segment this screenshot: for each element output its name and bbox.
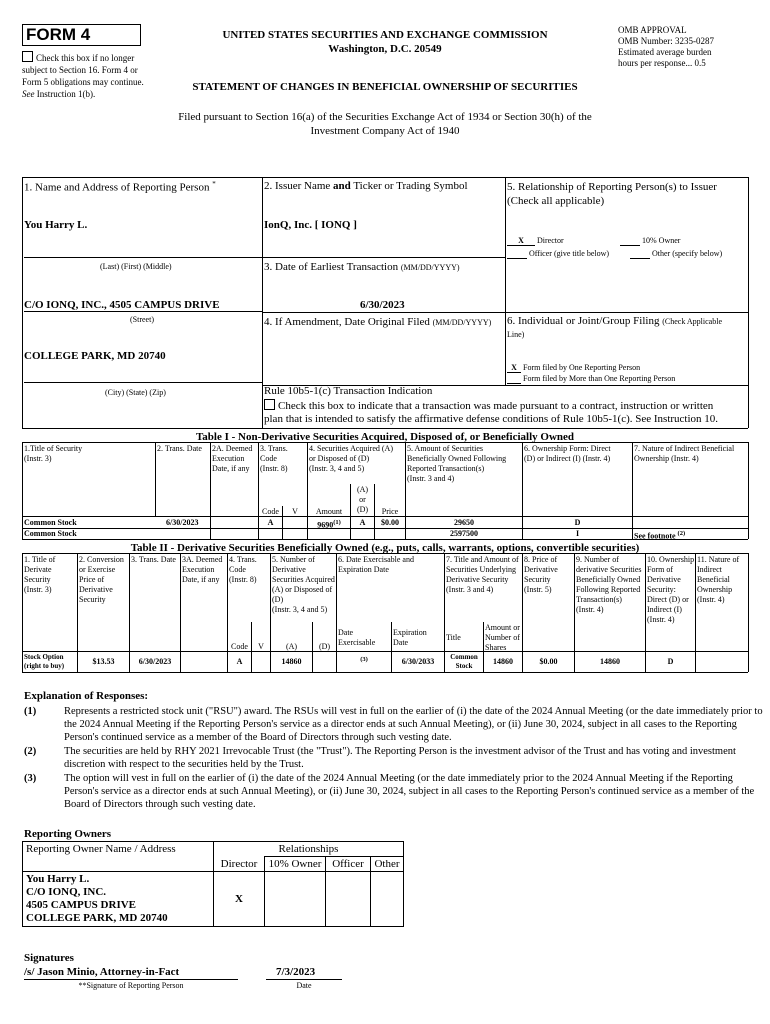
t2-h11: 11. Nature of Indirect Beneficial Ownership (Instr. 4) xyxy=(697,555,740,604)
rule-checkbox[interactable] xyxy=(264,399,275,410)
agency-city: Washington, D.C. 20549 xyxy=(328,43,442,55)
t2-vl2 xyxy=(129,553,130,672)
table2-top xyxy=(22,553,748,554)
t2-sub-d: (D) xyxy=(318,642,331,651)
officer-check[interactable] xyxy=(507,250,527,259)
section16-text: Check this box if no longer subject to Section 16. Form 4 or Form 5 obligations may continue. xyxy=(22,53,144,87)
name-underline xyxy=(24,257,262,258)
owners-col-owner10: 10% Owner xyxy=(265,857,326,872)
t2-sub-expiration: Expiration Date xyxy=(393,628,427,647)
t1-r2-owned: 2597500 xyxy=(450,529,478,538)
owner10-check[interactable] xyxy=(620,237,640,246)
t1-r1-ad: A xyxy=(359,518,366,527)
t1-r2-nature: See footnote $^{(2)}$ xyxy=(634,530,686,541)
t2-sub-exercisable: Date Exercisable xyxy=(338,628,376,647)
owner10-option: 10% Owner xyxy=(620,236,680,246)
t1-sub-aord: (A) or (D) xyxy=(356,485,369,514)
t2-r1-under-amount: 14860 xyxy=(493,657,513,666)
t1-sub-amount: Amount xyxy=(315,507,343,516)
t2-vl5 xyxy=(270,553,271,672)
officer-option: Officer (give title below) xyxy=(507,249,609,259)
owners-table xyxy=(22,841,404,927)
t2-r1-under-title: Common Stock xyxy=(450,653,478,670)
omb-box xyxy=(618,25,763,69)
t2-header-bottom xyxy=(22,651,748,652)
t2-h10: 10. Ownership Form of Derivative Security: Direct (D) or Indirect (I) (Instr. 4) xyxy=(647,555,695,624)
form-title: FORM 4 xyxy=(22,24,141,46)
t1-h6: 6. Ownership Form: Direct (D) or Indirect (I) (Instr. 4) xyxy=(524,444,611,463)
t2-h2: 2. Conversion or Exercise Price of Derivative Security xyxy=(79,555,124,604)
rule-text: Check this box to indicate that a transaction was made pursuant to a contract, instruction or written plan that is intended to satisfy the affirmative defense conditions of Rule 10b5-1(c). See Instruction 10. xyxy=(264,400,719,425)
section16-checkbox[interactable] xyxy=(22,51,33,62)
boxes-left-border xyxy=(22,177,23,428)
reporting-person-name: You Harry L. xyxy=(24,219,88,231)
omb-burden: Estimated average burden xyxy=(618,47,712,57)
section16-see: See xyxy=(22,89,35,99)
omb-title: OMB APPROVAL xyxy=(618,25,687,35)
owners-row-officer xyxy=(326,872,371,927)
explanation-title: Explanation of Responses: xyxy=(24,690,149,702)
owners-row-address: You Harry L. C/O IONQ, INC. 4505 CAMPUS DRIVE COLLEGE PARK, MD 20740 xyxy=(23,872,214,927)
reporting-person-street: C/O IONQ, INC., 4505 CAMPUS DRIVE xyxy=(24,299,220,311)
t1-sub-v: V xyxy=(292,507,298,516)
t2-h8: 8. Price of Derivative Security (Instr. 5) xyxy=(524,555,558,594)
agency-title: UNITED STATES SECURITIES AND EXCHANGE COMMISSION xyxy=(222,29,548,41)
t1-vl7 xyxy=(632,442,633,539)
owners-col-name: Reporting Owner Name / Address xyxy=(23,842,214,872)
t1-h4: 4. Securities Acquired (A) or Disposed of (D) (Instr. 3, 4 and 5) xyxy=(309,444,393,473)
t2-vl4 xyxy=(227,553,228,672)
owners-title: Reporting Owners xyxy=(24,828,112,840)
t2-sub-v: V xyxy=(258,642,264,651)
owners-col-rel: Relationships xyxy=(214,842,404,857)
t1-r1-amount: 9690$^{(1)}$ xyxy=(317,519,341,530)
t2-vl0 xyxy=(22,553,23,672)
name-parts-label: (Last) (First) (Middle) xyxy=(100,262,172,271)
box4-label: 4. If Amendment, Date Original Filed (MM/DD/YYYY) xyxy=(264,316,492,328)
t1-r1-date: 6/30/2023 xyxy=(166,518,199,527)
t2-h5: 5. Number of Derivative Securities Acquired (A) or Disposed of (D) (Instr. 3, 4 and 5) xyxy=(272,555,335,614)
signature-date: 7/3/2023 xyxy=(276,966,316,978)
t2-r1-price: $13.53 xyxy=(92,657,115,666)
rule-title: Rule 10b5-1(c) Transaction Indication xyxy=(264,385,433,397)
t2-vl12 xyxy=(748,553,749,672)
box1-label: 1. Name and Address of Reporting Person * xyxy=(24,180,216,194)
filed-line-1: Filed pursuant to Section 16(a) of the Securities Exchange Act of 1934 or Section 30(h) of the xyxy=(178,111,592,123)
filing-more-check[interactable] xyxy=(507,375,521,384)
t1-r1-owned: 29650 xyxy=(454,518,474,527)
t1-h7: 7. Nature of Indirect Beneficial Ownership (Instr. 4) xyxy=(634,444,735,463)
signatures-title: Signatures xyxy=(24,952,74,964)
boxes-top-border xyxy=(22,177,748,178)
t2-sub-code: Code xyxy=(231,642,248,651)
t2-r1-a: 14860 xyxy=(281,657,302,666)
t2-vl9 xyxy=(574,553,575,672)
t2-vl10 xyxy=(645,553,646,672)
box6-label: 6. Individual or Joint/Group Filing (Check Applicable Line) xyxy=(507,315,722,339)
t1-vl2 xyxy=(210,442,211,539)
t2-sub-a: (A) xyxy=(285,642,298,651)
t2-r1-form: D xyxy=(667,657,674,666)
box2-label: 2. Issuer Name and Ticker or Trading Symbol xyxy=(264,180,468,192)
owners-row-other xyxy=(371,872,404,927)
t1-r1-code: A xyxy=(267,518,274,527)
t1-h2: 2. Trans. Date xyxy=(157,444,202,453)
boxes-bottom-border xyxy=(22,428,748,429)
omb-number: OMB Number: 3235-0287 xyxy=(618,36,714,46)
box3-bottom xyxy=(262,312,748,313)
t2-vl8 xyxy=(522,553,523,672)
t1-r1-price: $0.00 xyxy=(381,518,399,527)
other-option: Other (specify below) xyxy=(630,249,722,259)
t2-vl3 xyxy=(180,553,181,672)
filing-more-option: Form filed by More than One Reporting Person xyxy=(507,374,675,384)
boxes-right-border xyxy=(748,177,749,428)
owners-col-other: Other xyxy=(371,857,404,872)
table1-top xyxy=(22,442,748,443)
t2-sub-title: Title xyxy=(446,633,461,642)
t1-h2a: 2A. Deemed Execution Date, if any xyxy=(212,444,253,473)
t2-h3a: 3A. Deemed Execution Date, if any xyxy=(182,555,223,584)
t2-sub-amount: Amount or Number of Shares xyxy=(485,623,520,652)
box5-label: 5. Relationship of Reporting Person(s) to Issuer (Check all applicable) xyxy=(507,181,717,207)
t2-h9: 9. Number of derivative Securities Beneficially Owned Following Reported Transaction(s) (Instr. 4) xyxy=(576,555,642,614)
date-label: Date xyxy=(296,981,312,990)
t2-r1-expiration: 6/30/2033 xyxy=(401,657,435,666)
owners-row-director: X xyxy=(214,872,265,927)
t1-sub-code: Code xyxy=(262,507,279,516)
box3-label: 3. Date of Earliest Transaction (MM/DD/YYYY) xyxy=(264,261,460,273)
street-underline xyxy=(24,311,262,312)
t1-vl1 xyxy=(155,442,156,516)
t1-h1: 1.Title of Security (Instr. 3) xyxy=(24,444,83,463)
other-check[interactable] xyxy=(630,250,650,259)
earliest-transaction-date: 6/30/2023 xyxy=(360,299,405,311)
t2-row-bottom xyxy=(22,672,748,673)
t1-vl0 xyxy=(22,442,23,539)
omb-hours: hours per response... 0.5 xyxy=(618,58,706,68)
city-underline xyxy=(24,382,262,383)
owners-col-director: Director xyxy=(214,857,265,872)
city-label: (City) (State) (Zip) xyxy=(105,388,166,397)
section16-checkbox-group xyxy=(22,51,157,100)
boxes-divider-2 xyxy=(505,177,506,385)
statement-title: STATEMENT OF CHANGES IN BENEFICIAL OWNERSHIP OF SECURITIES xyxy=(192,81,578,93)
t1-h3: 3. Trans. Code (Instr. 8) xyxy=(260,444,288,473)
reporting-person-city: COLLEGE PARK, MD 20740 xyxy=(24,350,166,362)
t1-r1-form: D xyxy=(574,518,581,527)
t1-r2-form: I xyxy=(575,529,580,538)
street-label: (Street) xyxy=(130,315,154,324)
t2-r1-deriv-price: $0.00 xyxy=(539,657,558,666)
filed-line-2: Investment Company Act of 1940 xyxy=(310,125,460,137)
t1-r1-title: Common Stock xyxy=(24,518,77,527)
t2-h4: 4. Trans. Code (Instr. 8) xyxy=(229,555,257,584)
t2-r1-date: 6/30/2023 xyxy=(138,657,172,666)
signature-underline xyxy=(24,979,238,980)
section16-instr: Instruction 1(b). xyxy=(36,89,96,99)
signature-value: /s/ Jason Minio, Attorney-in-Fact xyxy=(24,966,180,978)
t2-h7: 7. Title and Amount of Securities Underlying Derivative Security (Instr. 3 and 4) xyxy=(446,555,519,594)
t2-vl11 xyxy=(695,553,696,672)
signature-label: **Signature of Reporting Person xyxy=(78,981,184,990)
boxes-divider-1 xyxy=(262,177,263,428)
t1-r2-title: Common Stock xyxy=(24,529,77,538)
director-option: X Director xyxy=(507,236,564,246)
table1-title: Table I - Non-Derivative Securities Acquired, Disposed of, or Beneficially Owned xyxy=(195,431,575,443)
t2-r1-code: A xyxy=(236,657,243,666)
date-underline xyxy=(266,979,342,980)
owners-col-officer: Officer xyxy=(326,857,371,872)
t1-vl8 xyxy=(748,442,749,539)
t2-h6: 6. Date Exercisable and Expiration Date xyxy=(338,555,414,574)
issuer-name: IonQ, Inc. [ IONQ ] xyxy=(264,219,357,231)
t2-vl1 xyxy=(77,553,78,672)
t2-r1-title: Stock Option (right to buy) xyxy=(24,653,65,670)
box2-bottom xyxy=(262,257,505,258)
t2-h3: 3. Trans. Date xyxy=(131,555,176,564)
t1-sub-price: Price xyxy=(381,507,399,516)
filing-one-check[interactable]: X xyxy=(507,364,521,373)
t2-r1-exercisable: (3) xyxy=(360,656,368,663)
director-check[interactable]: X xyxy=(507,237,535,246)
filing-one-option: X Form filed by One Reporting Person xyxy=(507,363,640,373)
t1-h5: 5. Amount of Securities Beneficially Owned Following Reported Transaction(s) (Instr. 3 and 4) xyxy=(407,444,507,483)
t2-r1-owned: 14860 xyxy=(600,657,620,666)
t2-h1: 1. Title of Derivate Security (Instr. 3) xyxy=(24,555,56,594)
owners-row-owner10 xyxy=(265,872,326,927)
table2-title: Table II - Derivative Securities Beneficially Owned (e.g., puts, calls, warrants, options, convertible securities) xyxy=(130,542,640,554)
